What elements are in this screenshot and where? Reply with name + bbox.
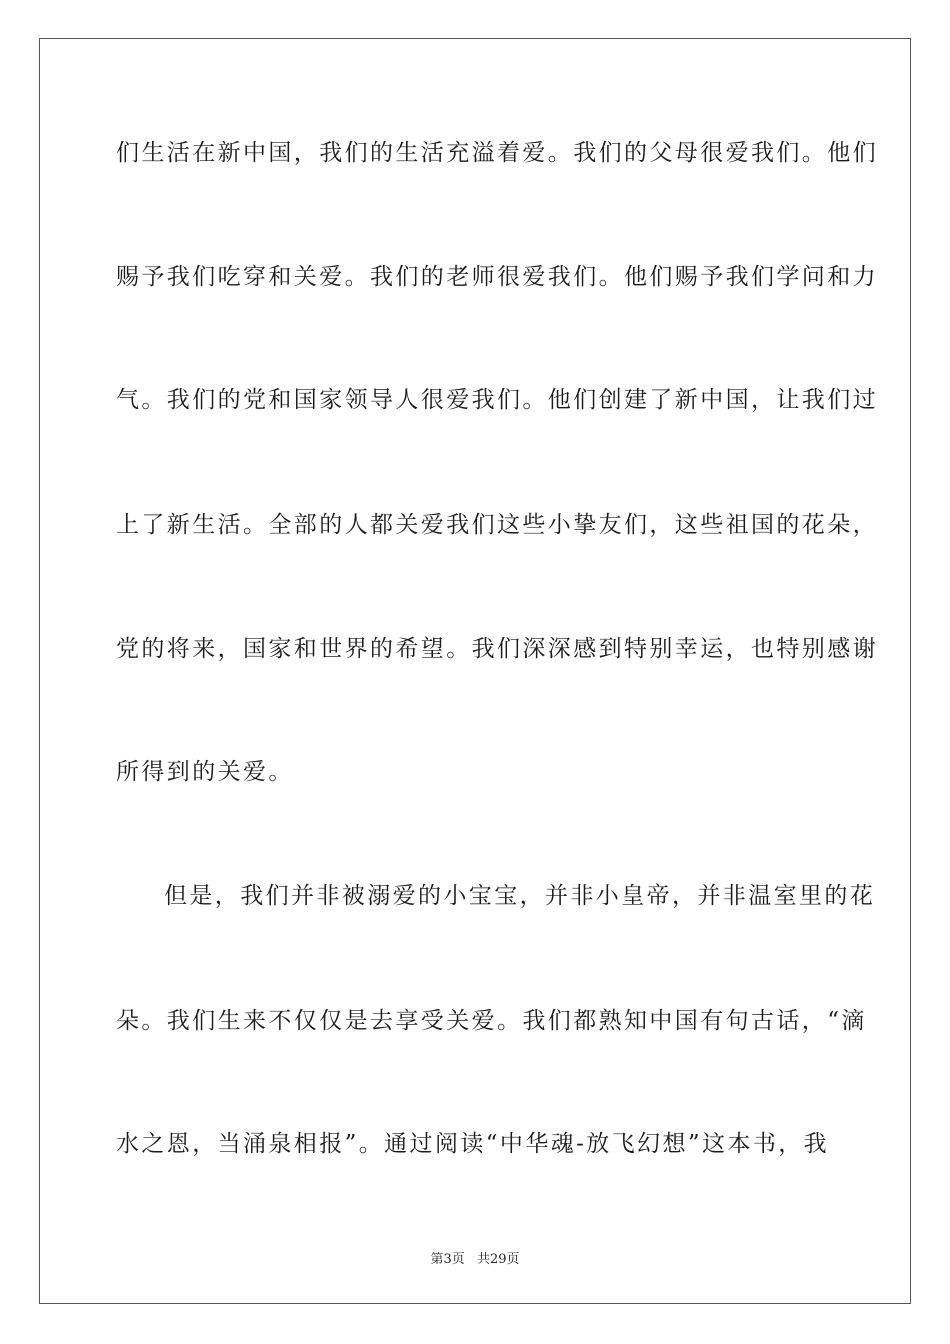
- text-line-2: 赐予我们吃穿和关爱。我们的老师很爱我们。他们赐予我们学问和力: [116, 264, 878, 290]
- text-line-6: 所得到的关爱。: [116, 759, 294, 785]
- text-line-5: 党的将来，国家和世界的希望。我们深深感到特别幸运，也特别感谢: [116, 636, 878, 662]
- text-line-8: 朵。我们生来不仅仅是去享受关爱。我们都熟知中国有句古话，“滴: [116, 1008, 867, 1034]
- text-line-3: 气。我们的党和国家领导人很爱我们。他们创建了新中国，让我们过: [116, 387, 878, 413]
- page-number: 第3页: [430, 1252, 465, 1267]
- text-line-1: 们生活在新中国，我们的生活充溢着爱。我们的父母很爱我们。他们: [116, 140, 878, 166]
- text-line-7: 但是，我们并非被溺爱的小宝宝，并非小皇帝，并非温室里的花: [164, 883, 876, 909]
- page-footer: [0, 1248, 950, 1267]
- page-total: 共29页: [476, 1252, 520, 1267]
- page-border: [39, 38, 911, 1304]
- text-line-4: 上了新生活。全部的人都关爱我们这些小挚友们，这些祖国的花朵，: [116, 512, 878, 538]
- text-line-9: 水之恩，当涌泉相报”。通过阅读“中华魂-放飞幻想”这本书，我: [116, 1131, 830, 1157]
